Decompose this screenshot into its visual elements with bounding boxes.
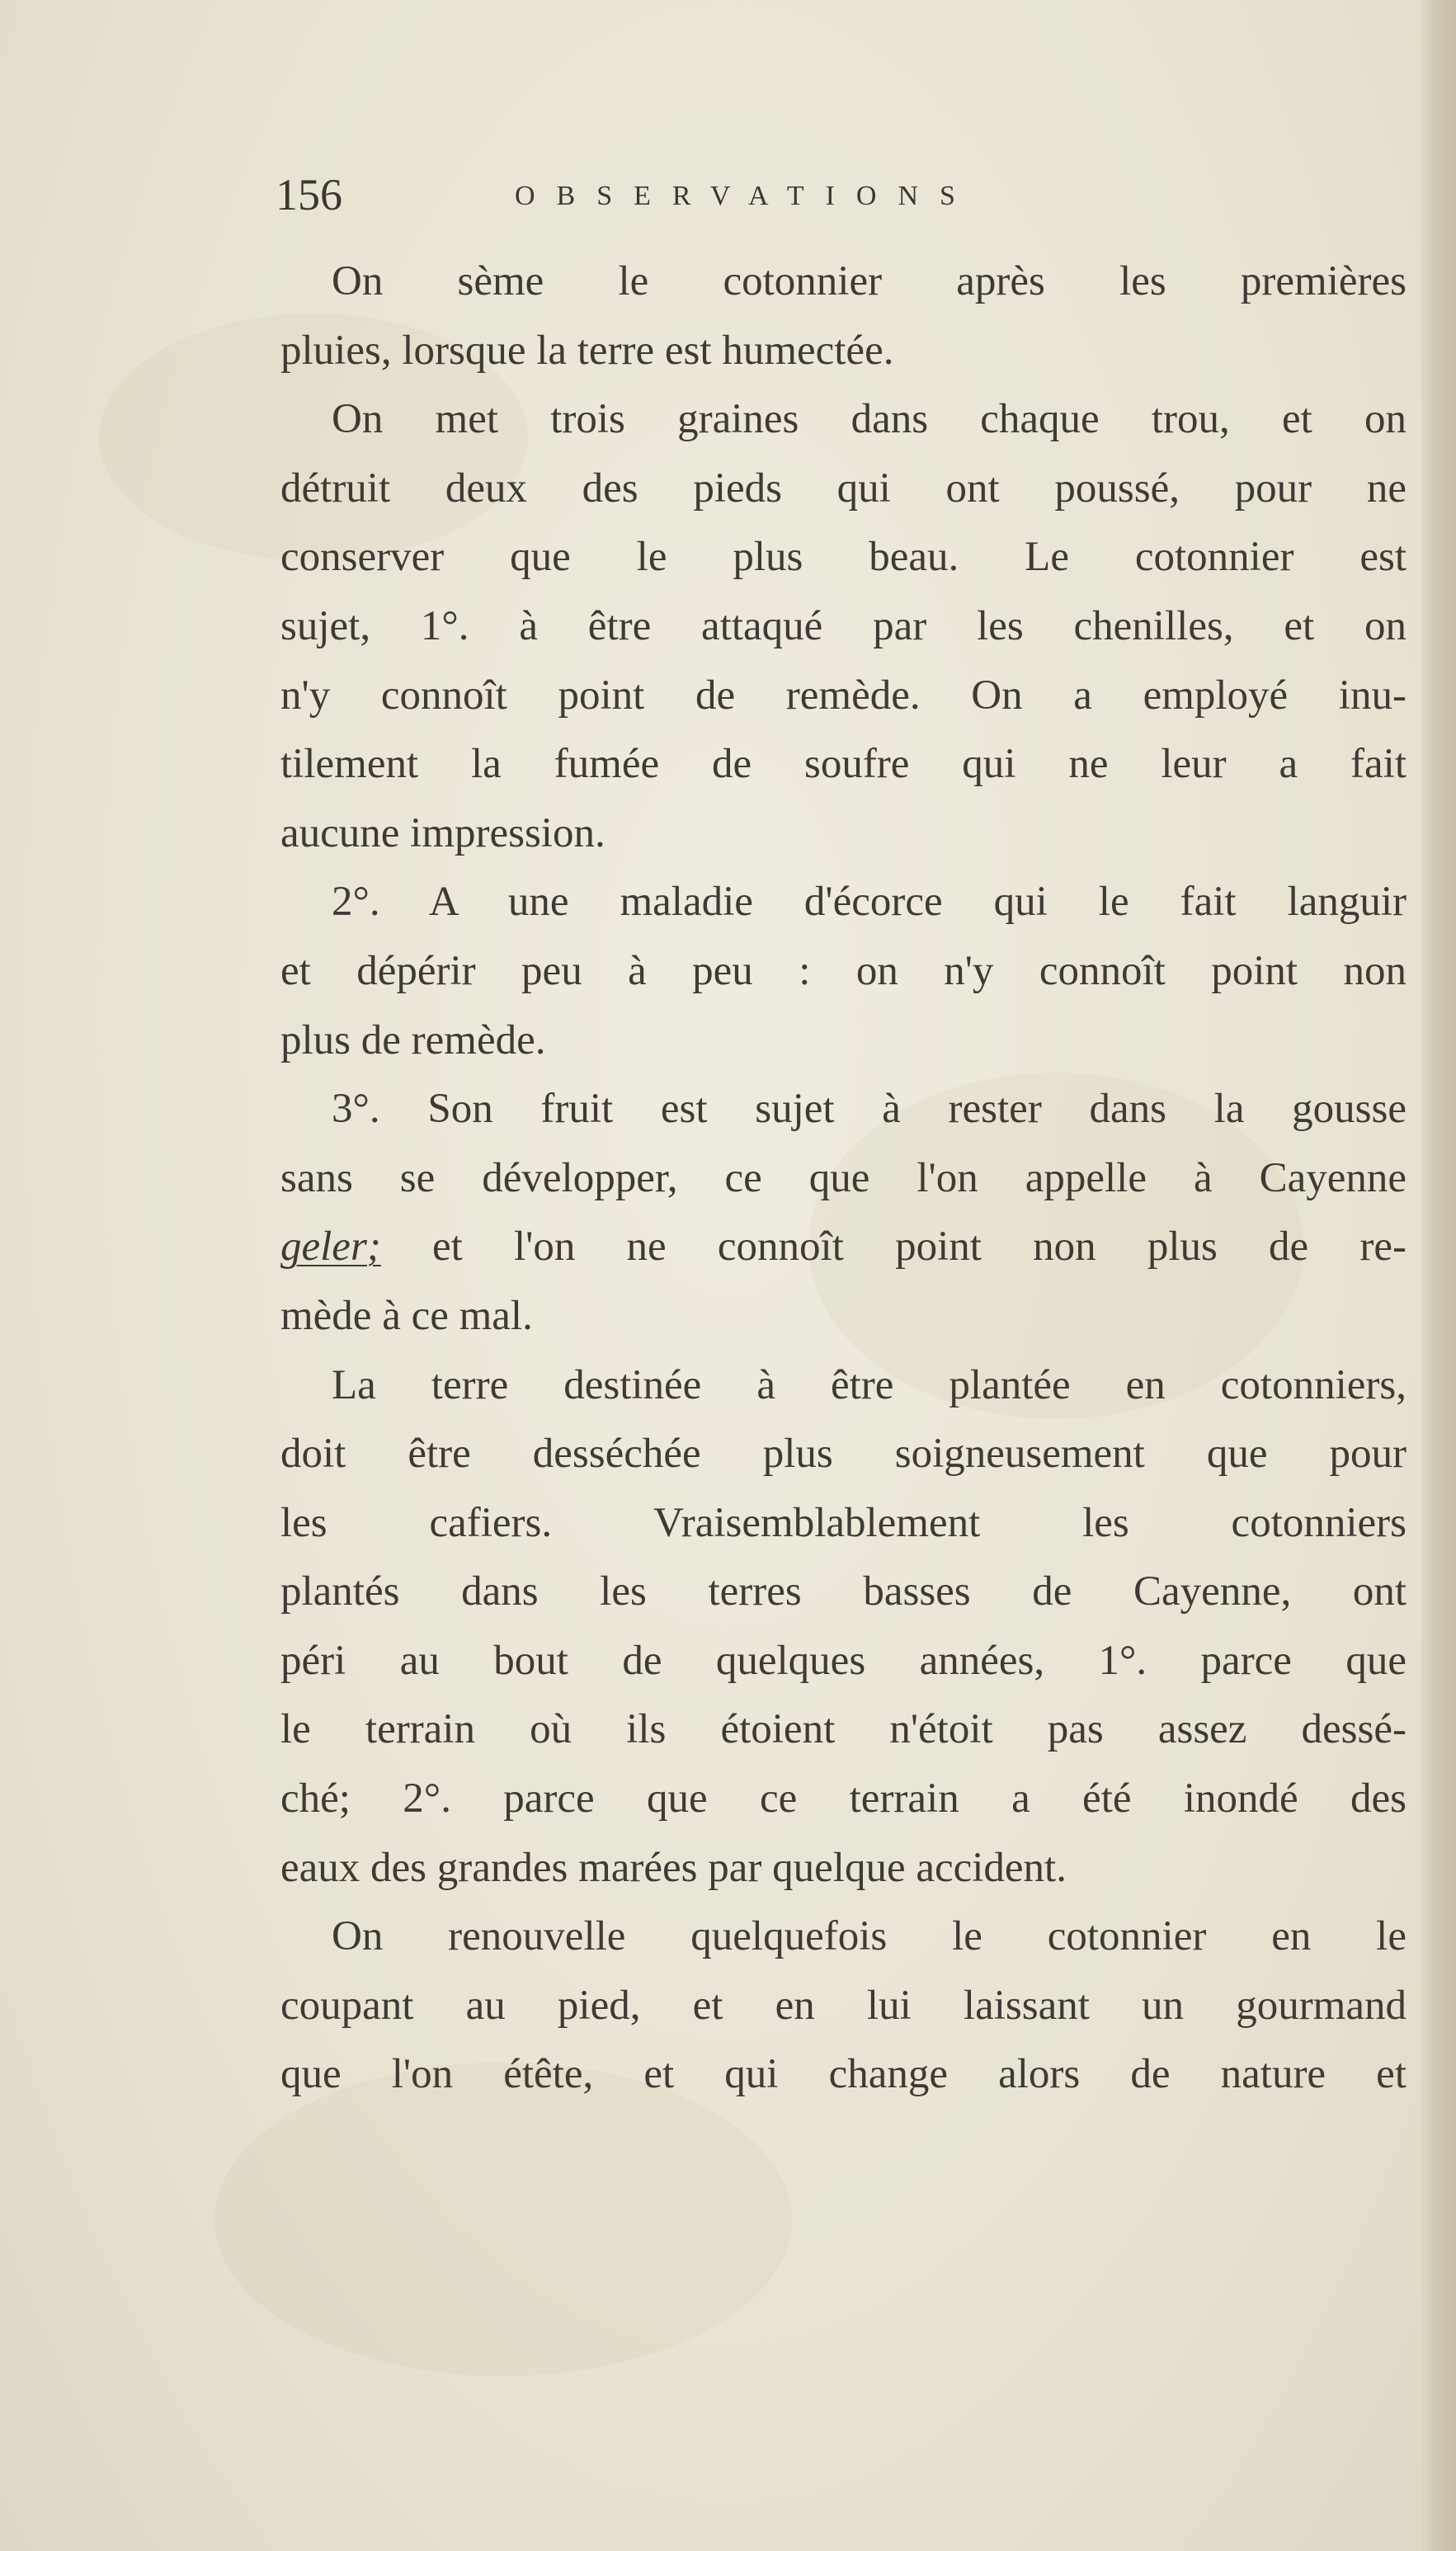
body-text <box>280 248 1407 2110</box>
text-line: que l'on étête, et qui change alors de nature et <box>280 2051 1407 2098</box>
text-line-mixed <box>280 1213 1407 1282</box>
page-header <box>276 168 1166 221</box>
text-line: mède à ce mal. <box>280 1292 533 1339</box>
text-line: plantés dans les terres basses de Cayenne, ont <box>280 1568 1407 1615</box>
text-line: ché; 2°. parce que ce terrain a été inondé des <box>280 1775 1407 1822</box>
text-line: On renouvelle quelquefois le cotonnier en le <box>332 1913 1407 1960</box>
paragraph <box>280 1351 1407 1903</box>
text-line-rest: et l'on ne connoît point non plus de re- <box>380 1224 1407 1271</box>
paragraph <box>280 385 1407 868</box>
text-line: les cafiers. Vraisemblablement les cotonniers <box>280 1499 1407 1546</box>
italic-term: geler; <box>280 1224 381 1271</box>
text-line: On met trois graines dans chaque trou, et on <box>332 396 1407 443</box>
text-line: 3°. Son fruit est sujet à rester dans la gousse <box>332 1086 1407 1133</box>
text-line: La terre destinée à être plantée en cotonniers, <box>332 1361 1407 1408</box>
text-line: 2°. A une maladie d'écorce qui le fait languir <box>332 879 1407 926</box>
text-line: plus de remède. <box>280 1016 546 1063</box>
page-number: 156 <box>276 170 342 219</box>
text-line: péri au bout de quelques années, 1°. parce que <box>280 1637 1407 1684</box>
text-line: conserver que le plus beau. Le cotonnier est <box>280 534 1407 581</box>
text-line: coupant au pied, et en lui laissant un gourmand <box>280 1982 1407 2029</box>
paragraph <box>280 1903 1407 2110</box>
paragraph <box>280 248 1407 385</box>
text-line: n'y connoît point de remède. On a employé inu- <box>280 672 1407 719</box>
page-gutter-shadow <box>1421 0 1456 2551</box>
text-line: aucune impression. <box>280 809 605 856</box>
paragraph <box>280 1075 1407 1351</box>
text-line: sujet, 1°. à être attaqué par les chenilles, et on <box>280 602 1407 649</box>
text-line: tilement la fumée de soufre qui ne leur a fait <box>280 741 1407 788</box>
text-line: pluies, lorsque la terre est humectée. <box>280 327 894 374</box>
text-line: et dépérir peu à peu : on n'y connoît point non <box>280 947 1407 994</box>
text-line: eaux des grandes marées par quelque accident. <box>280 1844 1067 1891</box>
text-line: sans se développer, ce que l'on appelle à Cayenne <box>280 1154 1407 1201</box>
text-line: détruit deux des pieds qui ont poussé, pour ne <box>280 464 1407 512</box>
text-line: On sème le cotonnier après les premières <box>332 258 1407 304</box>
text-line: le terrain où ils étoient n'étoit pas assez dessé- <box>280 1706 1407 1753</box>
running-head: OBSERVATIONS <box>515 181 977 211</box>
text-line: doit être desséchée plus soigneusement que pour <box>280 1431 1407 1478</box>
paragraph <box>280 868 1407 1075</box>
